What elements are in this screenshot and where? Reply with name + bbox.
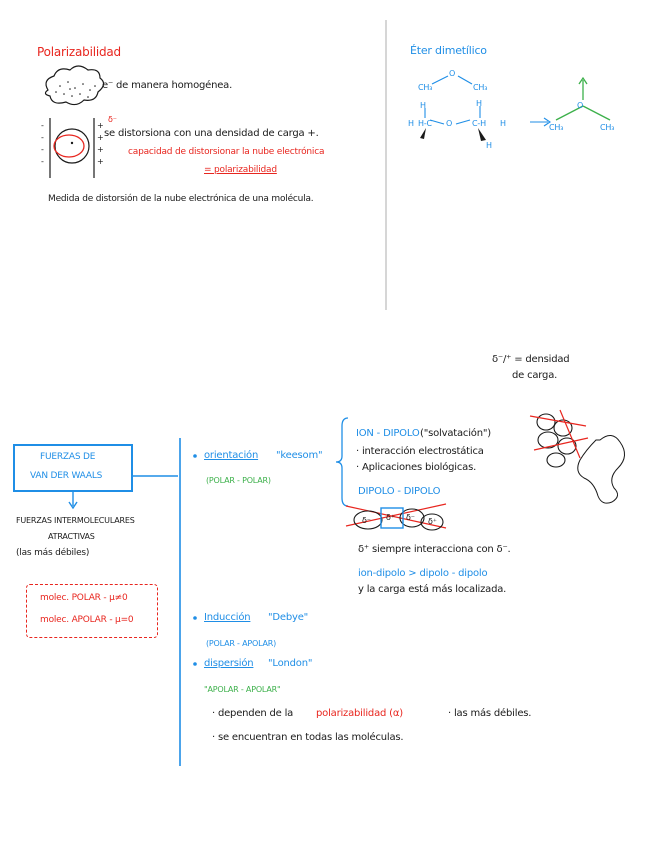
distortion-text: se distorsiona con una densidad de carga +. (104, 128, 319, 139)
svg-text:-: - (41, 121, 44, 130)
intermolecular-label: FUERZAS INTERMOLECULARES (16, 516, 135, 525)
orientacion-title: orientación (204, 450, 259, 461)
svg-text:-: - (41, 157, 44, 166)
oxygen-mid: O (446, 119, 453, 128)
hc-group: H‑C (418, 119, 432, 128)
solvatacion-label: ("solvatación") (420, 428, 491, 439)
vdw-label-2: VAN DER WAALS (30, 471, 103, 481)
orientacion-sub: (POLAR - POLAR) (206, 476, 271, 485)
all-molecules-text: · se encuentran en todas las moléculas. (212, 732, 404, 743)
electrostatic-bullet: · interacción electrostática (356, 446, 484, 457)
svg-text:-: - (41, 133, 44, 142)
london-name: "London" (268, 658, 313, 669)
dd-d1: δ⁻ (362, 516, 371, 525)
capacity-text: capacidad de distorsionar la nube electrónica (128, 147, 325, 157)
polarizabilidad-title: Polarizabilidad (37, 45, 121, 59)
dipolo-dipolo-label: DIPOLO - DIPOLO (358, 486, 441, 497)
h-top-left: H (420, 101, 426, 110)
ch-group: C‑H (472, 119, 486, 128)
ch3-bottom-left: CH₃ (549, 123, 564, 132)
ion-dipole-arrows (530, 410, 588, 458)
induccion-title: Inducción (204, 612, 251, 623)
h-right: H (500, 119, 506, 128)
svg-text:+: + (97, 121, 104, 130)
measure-definition: Medida de distorsión de la nube electrónica de una molécula. (48, 194, 314, 204)
homogeneous-text: e⁻ de manera homogénea. (102, 80, 233, 91)
biological-bullet: · Aplicaciones biológicas. (356, 462, 477, 473)
apolar-molecule: molec. APOLAR - μ=0 (40, 615, 134, 625)
ch3-right: CH₃ (473, 83, 488, 92)
keesom-name: "keesom" (276, 450, 323, 461)
ether-bonds (425, 76, 550, 126)
ch3-left: CH₃ (418, 83, 433, 92)
localized-text: y la carga está más localizada. (358, 584, 507, 595)
density-note-1: δ⁻/⁺ = densidad (492, 354, 570, 365)
polarizability-ref: polarizabilidad (α) (316, 708, 403, 719)
svg-text:+: + (97, 133, 104, 142)
always-interacts: δ⁺ siempre interacciona con δ⁻. (358, 544, 511, 555)
cloud-dots (55, 81, 96, 98)
weakest-label: (las más débiles) (16, 548, 90, 558)
distorted-cloud (54, 135, 84, 157)
weakest-bullet: · las más débiles. (448, 708, 532, 719)
delta-minus-label: δ⁻ (108, 115, 117, 124)
polar-molecule: molec. POLAR - μ≠0 (40, 593, 128, 603)
comparison-text: ion-dipolo > dipolo - dipolo (358, 568, 488, 579)
h-top-right: H (476, 99, 482, 108)
attractive-label: ATRACTIVAS (48, 532, 95, 541)
ether-title: Éter dimetílico (410, 44, 487, 57)
equals-polarizabilidad: = polarizabilidad (204, 165, 277, 175)
dd-d2: δ⁺ (386, 513, 395, 522)
orientation-bracket (336, 418, 348, 506)
depends-text: · dependen de la (212, 708, 294, 719)
h-left: H (408, 119, 414, 128)
induccion-sub: (POLAR - APOLAR) (206, 639, 277, 648)
dd-d4: δ⁺ (428, 517, 437, 526)
dispersion-sub: "APOLAR - APOLAR" (204, 685, 281, 694)
ch3-bottom-right: CH₃ (600, 123, 615, 132)
dd-d3: δ⁻ (406, 513, 415, 522)
dispersion-title: dispersión (204, 658, 254, 669)
oxygen-right: O (577, 101, 584, 110)
density-note-2: de carga. (512, 370, 558, 381)
svg-text:-: - (41, 145, 44, 154)
bullets (193, 454, 197, 666)
vdw-label-1: FUERZAS DE (40, 452, 96, 462)
debye-name: "Debye" (268, 612, 309, 623)
oxygen-top: O (449, 69, 456, 78)
svg-text:+: + (97, 157, 104, 166)
svg-text:+: + (97, 145, 104, 154)
h-bottom: H (486, 141, 492, 150)
dipole-arrows (556, 78, 610, 120)
ion-dipole-cluster (537, 414, 625, 503)
ion-dipolo-label: ION - DIPOLO (356, 428, 420, 439)
distortion-diagram (50, 118, 94, 178)
